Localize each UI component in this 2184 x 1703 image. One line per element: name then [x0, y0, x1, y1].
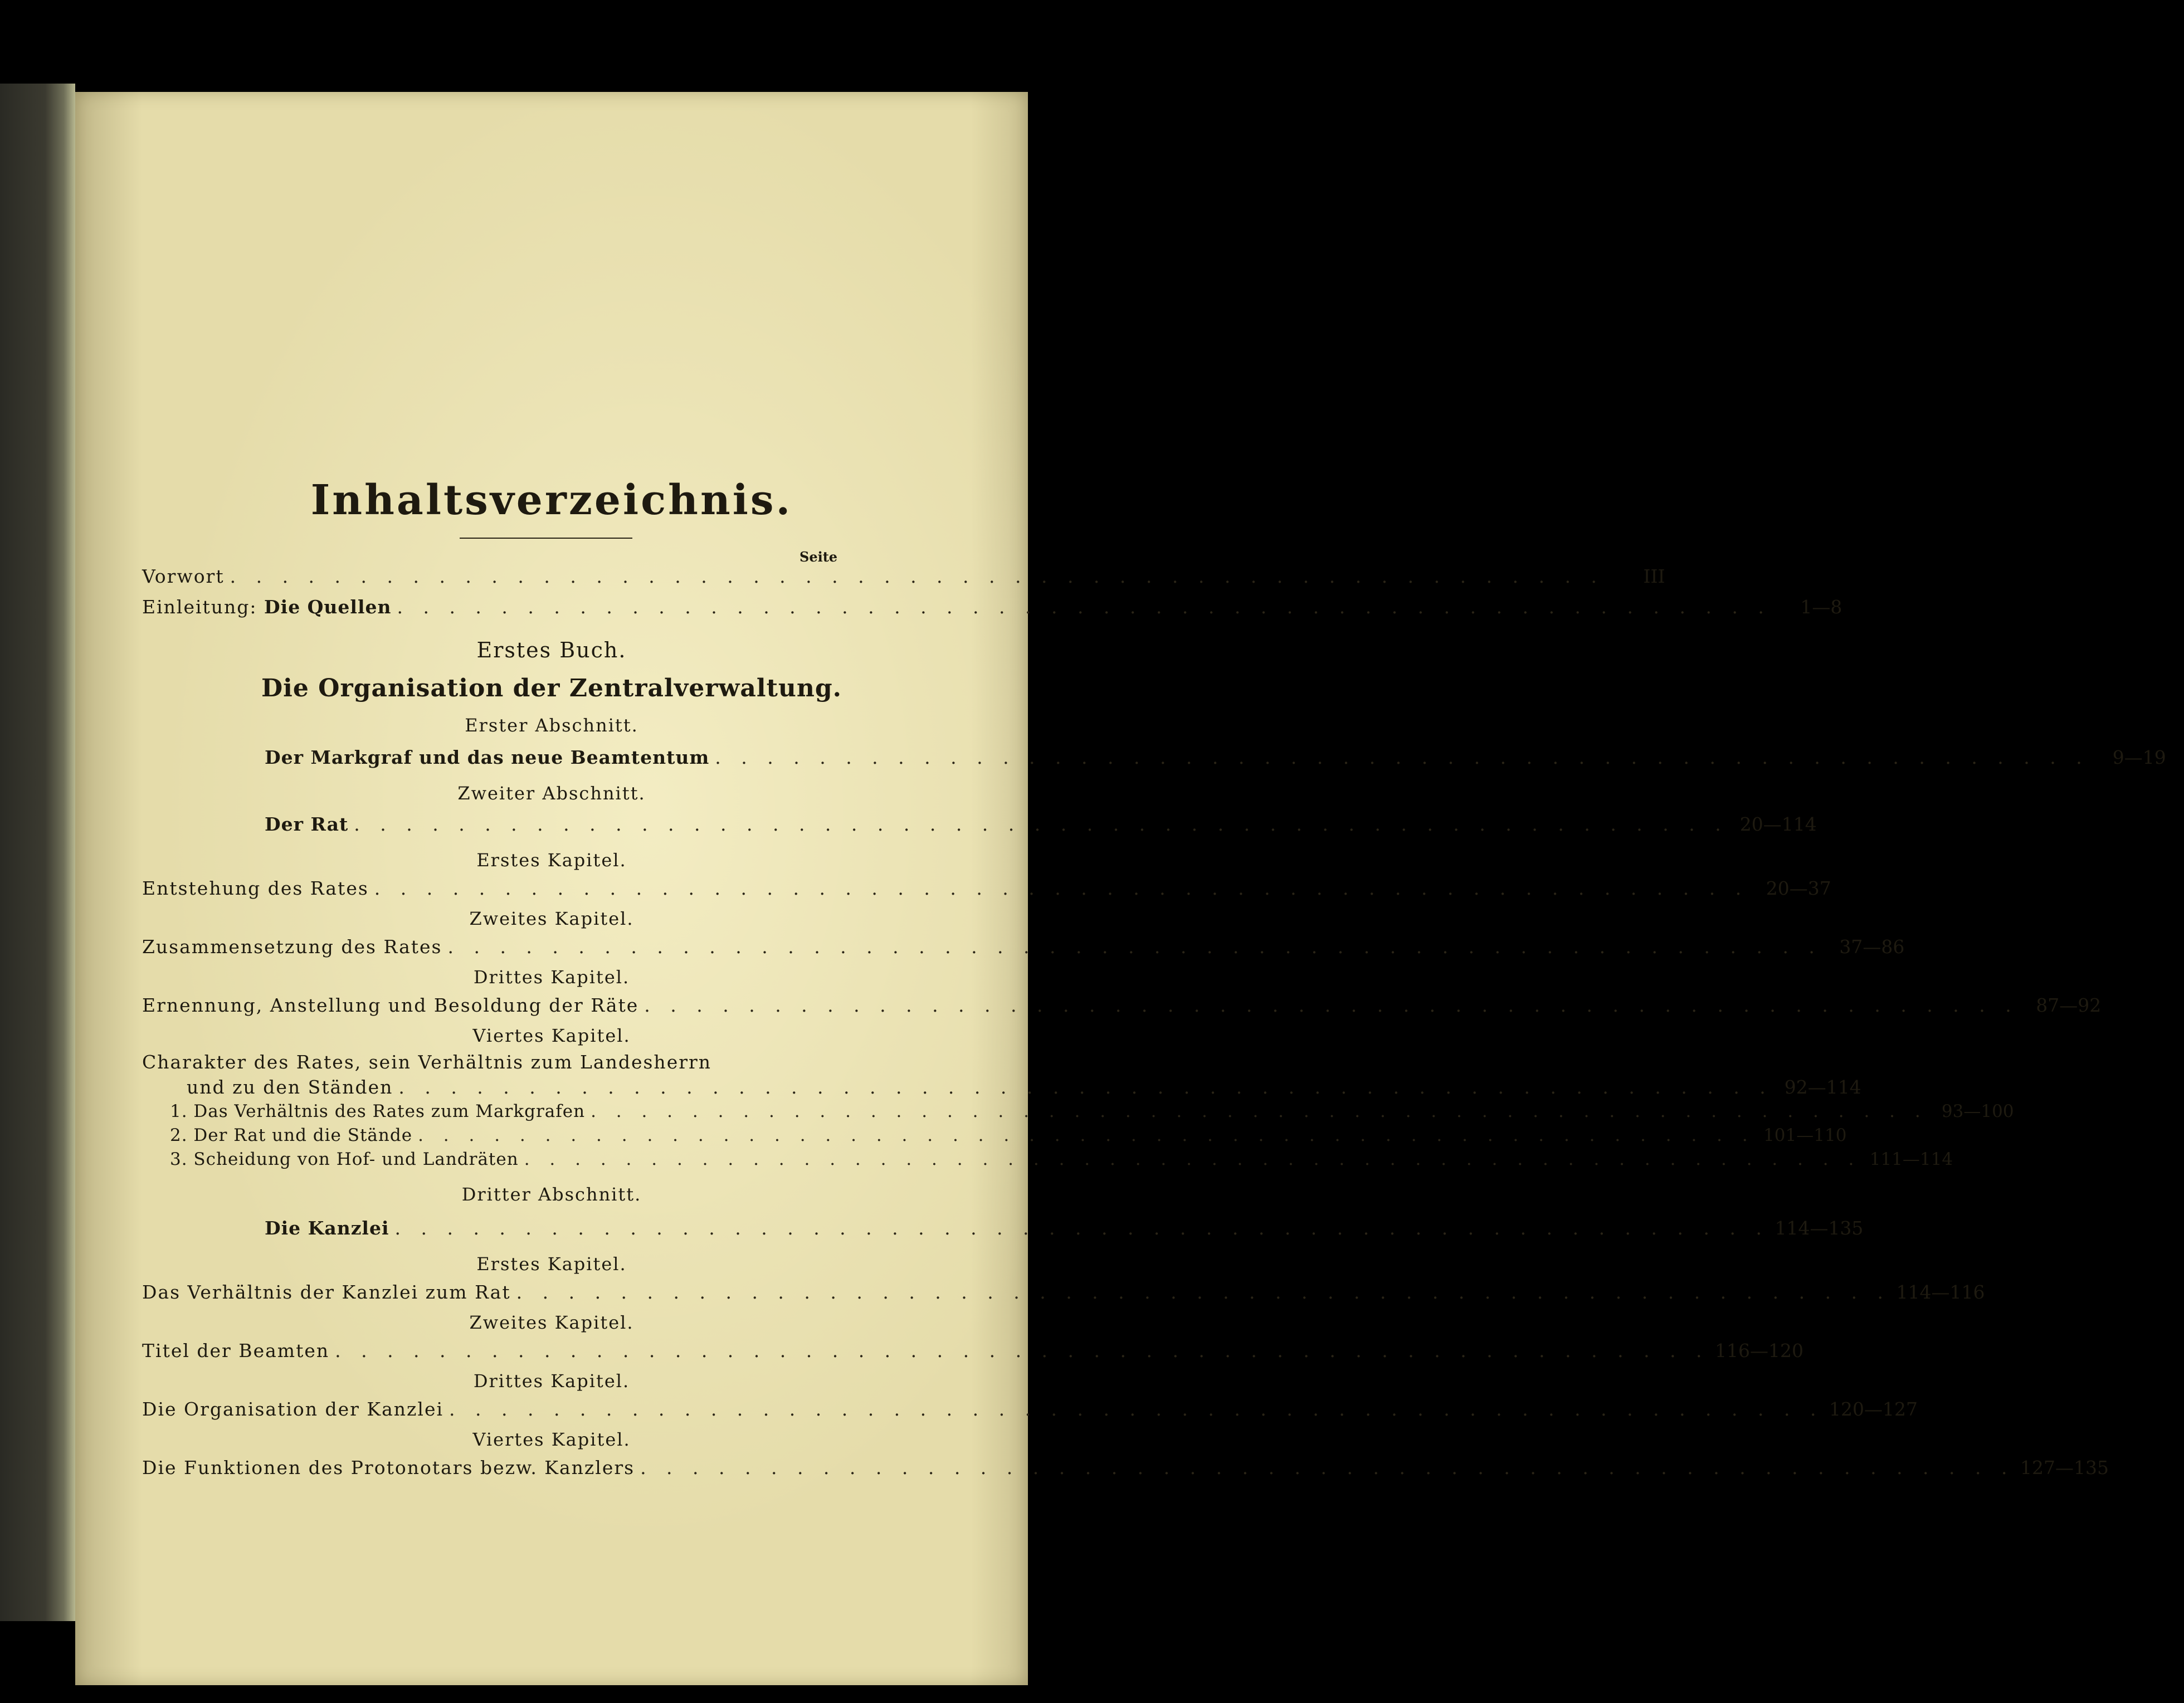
toc-page-number: 116—120 [1715, 1340, 1804, 1362]
toc-leader-dots: . . . . . . . . . . . . . . . . . . . . . . . . . . . . . . . . . . . . . . . . . . . . . . . . . . . . . [374, 877, 1749, 899]
toc-leader-dots: . . . . . . . . . . . . . . . . . . . . . . . . . . . . . . . . . . . . . . . . . . . . . . . . . . . . . [715, 746, 2089, 768]
toc-subentry [170, 1101, 2014, 1121]
chapter-label: Viertes Kapitel. [472, 1429, 631, 1450]
toc-page-number: 37—86 [1839, 936, 1905, 958]
toc-subentry [170, 1149, 1953, 1169]
toc-leader-dots: . . . . . . . . . . . . . . . . . . . . . . . . . . . . . . . . . . . . . . . . . . . . . . . . . . . . . [397, 596, 1771, 618]
toc-subentry [170, 1125, 1847, 1145]
toc-leader-dots: . . . . . . . . . . . . . . . . . . . . . . . . . . . . . . . . . . . . . . . . . . . . . . . . . . . . . [398, 1076, 1773, 1098]
book-page [75, 92, 2166, 1685]
toc-entry-text: Charakter des Rates, sein Verhältnis zum Landesherrn [142, 1051, 712, 1073]
toc-page-number: 114—135 [1774, 1217, 1864, 1239]
title-rule [460, 538, 632, 539]
toc-leader-dots: . . . . . . . . . . . . . . . . . . . . . . . . . . . . . . . . . . . . . . . . . . . . . . . . . . . . . [516, 1281, 1891, 1303]
toc-entry-section-3 [265, 1217, 1864, 1239]
section-label: Zweiter Abschnitt. [457, 783, 646, 804]
chapter-label: Erstes Kapitel. [476, 850, 627, 871]
page-title: Inhaltsverzeichnis. [310, 476, 793, 524]
toc-leader-dots: . . . . . . . . . . . . . . . . . . . . . . . . . . . . . . . . . . . . . . . . . . . . . . . . . . . . . [449, 1398, 1824, 1420]
seite-label: Seite [800, 549, 838, 565]
book-spine [0, 84, 75, 1621]
toc-entry-text: 3. Scheidung von Hof- und Landräten [170, 1149, 519, 1169]
toc-entry-bold: Die Quellen [264, 596, 392, 618]
chapter-label: Viertes Kapitel. [472, 1025, 631, 1046]
toc-entry-text: Entstehung des Rates [142, 877, 369, 899]
toc-entry-chapter [142, 877, 1831, 899]
toc-leader-dots: . . . . . . . . . . . . . . . . . . . . . . . . . . . . . . . . . . . . . . . . . . . . . . . . . . . . . [591, 1101, 1928, 1121]
toc-entry-text: und zu den Ständen [187, 1076, 393, 1098]
toc-leader-dots: . . . . . . . . . . . . . . . . . . . . . . . . . . . . . . . . . . . . . . . . . . . . . . . . . . . . . [230, 565, 1605, 587]
toc-entry-text: Der Rat [265, 813, 349, 835]
toc-page-number: 101—110 [1763, 1125, 1847, 1145]
toc-leader-dots: . . . . . . . . . . . . . . . . . . . . . . . . . . . . . . . . . . . . . . . . . . . . . . . . . . . . . [640, 1457, 2015, 1478]
toc-entry-text: Das Verhältnis der Kanzlei zum Rat [142, 1281, 511, 1303]
toc-entry-chapter [142, 994, 2102, 1016]
toc-page-number: 114—116 [1896, 1281, 1985, 1303]
toc-entry-chapter [142, 1457, 2109, 1478]
toc-entry-text: Die Funktionen des Protonotars bezw. Kanzlers [142, 1457, 635, 1478]
toc-page-number: 9—19 [2112, 746, 2166, 768]
toc-leader-dots: . . . . . . . . . . . . . . . . . . . . . . . . . . . . . . . . . . . . . . . . . . . . . . . . . . . . . [447, 936, 1822, 958]
toc-entry-chapter [142, 1340, 1804, 1362]
toc-entry-text: 2. Der Rat und die Stände [170, 1125, 413, 1145]
toc-leader-dots: . . . . . . . . . . . . . . . . . . . . . . . . . . . . . . . . . . . . . . . . . . . . . . . . . . . . . [644, 994, 2019, 1016]
chapter-label: Erstes Kapitel. [476, 1253, 627, 1275]
toc-entry-text: Titel der Beamten [142, 1340, 330, 1362]
toc-entry-text: Die Kanzlei [265, 1217, 389, 1239]
toc-page-number: 120—127 [1829, 1398, 1918, 1420]
toc-entry-text: Der Markgraf und das neue Beamtentum [265, 746, 710, 768]
toc-page-number: 127—135 [2020, 1457, 2109, 1478]
toc-page-number: 20—114 [1739, 813, 1817, 835]
toc-entry-section-2 [265, 813, 1817, 835]
toc-entry-section-1 [265, 746, 2166, 768]
toc-leader-dots: . . . . . . . . . . . . . . . . . . . . . . . . . . . . . . . . . . . . . . . . . . . . . . . . . . . . . [335, 1340, 1709, 1362]
toc-page-number: III [1643, 565, 1665, 587]
toc-entry-text: Vorwort [142, 565, 225, 587]
chapter-label: Zweites Kapitel. [469, 1312, 634, 1333]
book-title: Die Organisation der Zentralverwaltung. [261, 674, 842, 702]
section-label: Erster Abschnitt. [465, 715, 638, 736]
toc-entry-text: Zusammensetzung des Rates [142, 936, 442, 958]
toc-page-number: 20—37 [1766, 877, 1831, 899]
chapter-label: Drittes Kapitel. [473, 967, 630, 988]
toc-entry-text: Einleitung: Die Quellen [142, 596, 392, 618]
toc-entry-text: Ernennung, Anstellung und Besoldung der Räte [142, 994, 639, 1016]
book-label: Erstes Buch. [476, 638, 627, 662]
toc-page-number: 87—92 [2036, 994, 2102, 1016]
toc-entry-chapter [142, 1281, 1985, 1303]
toc-entry-chapter [142, 936, 1905, 958]
toc-entry-vorwort [142, 565, 1665, 587]
chapter-label: Zweites Kapitel. [469, 908, 634, 929]
toc-leader-dots: . . . . . . . . . . . . . . . . . . . . . . . . . . . . . . . . . . . . . . . . . . . . . . . . . . . . . [394, 1217, 1769, 1239]
toc-leader-dots: . . . . . . . . . . . . . . . . . . . . . . . . . . . . . . . . . . . . . . . . . . . . . . . . . . . . . [524, 1149, 1861, 1169]
toc-page-number: 111—114 [1869, 1149, 1953, 1169]
toc-page-number: 1—8 [1800, 596, 1842, 618]
toc-entry-text: 1. Das Verhältnis des Rates zum Markgrafen [170, 1101, 586, 1121]
section-label: Dritter Abschnitt. [461, 1184, 642, 1205]
toc-entry-text: Die Organisation der Kanzlei [142, 1398, 444, 1420]
toc-page-number: 93—100 [1941, 1101, 2014, 1121]
toc-entry-chapter [187, 1076, 1861, 1098]
toc-page-number: 92—114 [1784, 1076, 1861, 1098]
toc-leader-dots: . . . . . . . . . . . . . . . . . . . . . . . . . . . . . . . . . . . . . . . . . . . . . . . . . . . . . [418, 1125, 1755, 1145]
toc-entry-einleitung [142, 596, 1842, 618]
chapter-label: Drittes Kapitel. [473, 1370, 630, 1392]
toc-entry-chapter [142, 1398, 1918, 1420]
toc-leader-dots: . . . . . . . . . . . . . . . . . . . . . . . . . . . . . . . . . . . . . . . . . . . . . . . . . . . . . [354, 813, 1728, 835]
